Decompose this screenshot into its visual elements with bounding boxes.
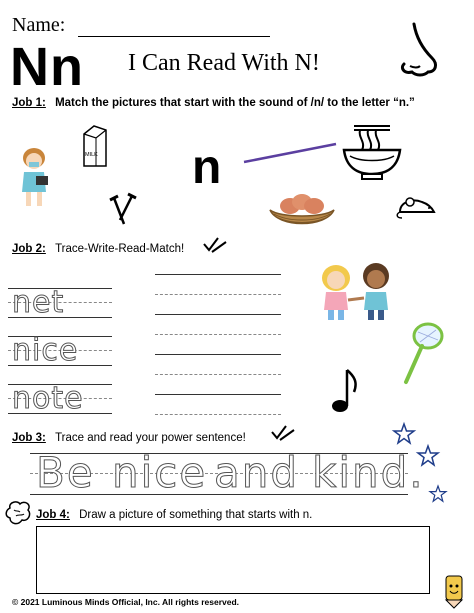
milk-label: MILK	[85, 152, 98, 158]
job2-heading	[12, 243, 184, 255]
nurse-icon	[14, 146, 58, 208]
children-icon	[314, 262, 400, 324]
name-label: Name:	[12, 14, 66, 36]
star-icon	[394, 424, 414, 443]
trace-word-text: note	[12, 381, 84, 416]
name-field-line[interactable]	[78, 36, 270, 37]
nest-icon	[268, 188, 336, 232]
pencil-check-icon	[270, 424, 296, 442]
center-letter-n: n	[192, 141, 222, 194]
copyright-footer: © 2021 Luminous Minds Official, Inc. All rights reserved.	[12, 597, 240, 607]
sentence-word: and	[214, 448, 300, 497]
pencil-check-icon	[202, 236, 228, 254]
big-letters: Nn	[10, 37, 84, 97]
music-note-icon	[330, 366, 360, 414]
job1-heading	[12, 97, 415, 109]
job2-label: Job 2:	[12, 243, 46, 255]
job3-heading	[12, 432, 246, 444]
star-icon	[430, 486, 446, 502]
sentence-word: kind.	[312, 448, 425, 497]
job3-label: Job 3:	[12, 432, 46, 444]
trace-word-1	[8, 286, 112, 320]
job3-instruction: Trace and read your power sentence!	[55, 432, 246, 444]
page-title: I Can Read With N!	[128, 50, 320, 76]
noodles-icon	[340, 122, 404, 182]
write-lines[interactable]	[155, 270, 281, 420]
nose-icon	[392, 22, 444, 82]
job2-instruction: Trace-Write-Read-Match!	[55, 243, 185, 255]
net-icon	[400, 320, 446, 386]
trace-word-text: net	[12, 285, 65, 320]
drawing-box[interactable]	[36, 526, 430, 594]
sentence-word: nice	[112, 448, 208, 497]
job1-instruction: Match the pictures that start with the sound of /n/ to the letter “n.”	[55, 97, 415, 109]
job1-label: Job 1:	[12, 97, 46, 109]
trace-word-3	[8, 382, 112, 416]
nails-icon	[106, 192, 140, 228]
job4-instruction: Draw a picture of something that starts with n.	[79, 509, 313, 521]
mouse-icon	[396, 194, 440, 220]
milk-carton-icon	[80, 124, 110, 168]
trace-word-text: nice	[12, 333, 79, 368]
job4-heading	[36, 509, 312, 521]
pencil-mascot-icon	[440, 572, 468, 610]
match-line	[242, 142, 338, 166]
sentence-word: Be	[36, 448, 95, 497]
power-sentence-trace	[30, 448, 425, 497]
brain-icon	[4, 500, 32, 526]
job4-label: Job 4:	[36, 509, 70, 521]
trace-word-2	[8, 334, 112, 368]
